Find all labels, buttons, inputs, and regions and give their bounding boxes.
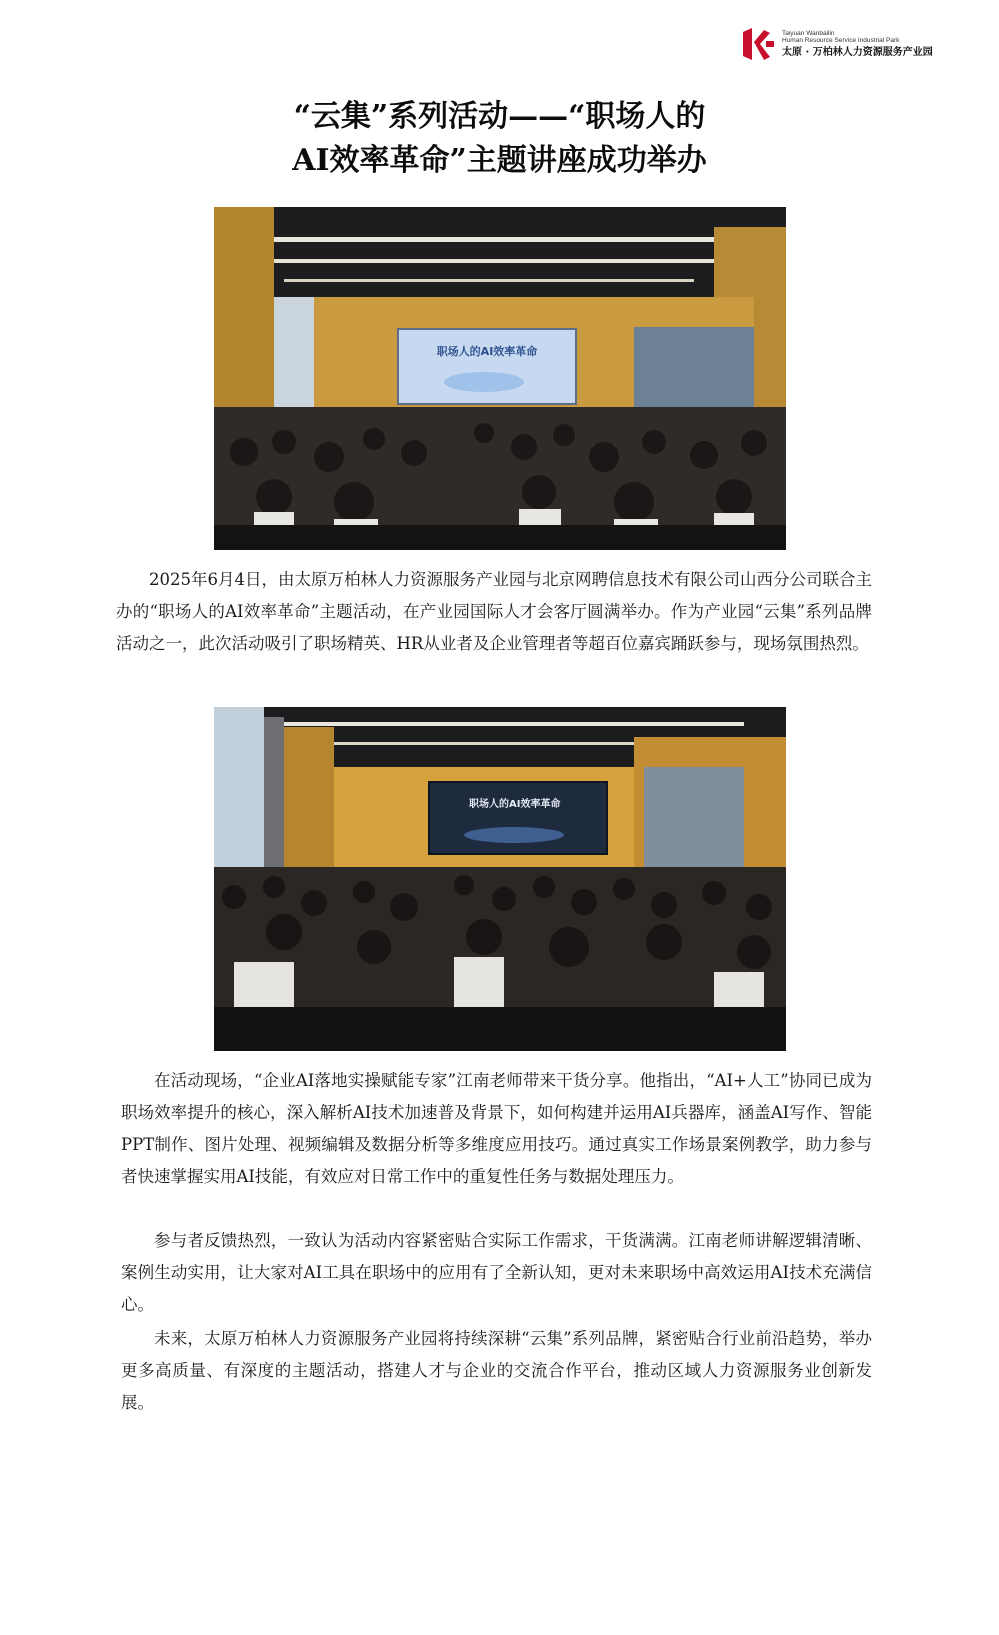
event-photo-2 bbox=[214, 707, 786, 1051]
page-title-line-2: AI效率革命”主题讲座成功举办 bbox=[292, 143, 707, 178]
logo-english-line-1: Taiyuan Wanbailin bbox=[782, 29, 835, 37]
body-paragraph-3: 参与者反馈热烈，一致认为活动内容紧密贴合实际工作需求，干货满满。江南老师讲解逻辑清晰、案例生动实用，让大家对AI工具在职场中的应用有了全新认知，更对未来职场中高效运用AI技术充满信心。 bbox=[121, 1231, 872, 1314]
event-photo-1 bbox=[214, 207, 786, 550]
logo-chinese-name: 太原 · 万柏林人力资源服务产业园 bbox=[782, 46, 933, 58]
lecture-hall-photo-1 bbox=[214, 207, 786, 550]
logo-english-line-2: Human Resource Service Industrial Park bbox=[782, 37, 900, 45]
body-paragraph-4: 未来，太原万柏林人力资源服务产业园将持续深耕“云集”系列品牌，紧密贴合行业前沿趋势，举办更多高质量、有深度的主题活动，搭建人才与企业的交流合作平台，推动区域人力资源服务业创新发展。 bbox=[121, 1329, 872, 1412]
lecture-hall-photo-2 bbox=[214, 707, 786, 1051]
page-title-line-1: “云集”系列活动——“职场人的 bbox=[293, 99, 706, 134]
page-title bbox=[0, 95, 999, 183]
body-paragraph-1: 2025年6月4日，由太原万柏林人力资源服务产业园与北京网聘信息技术有限公司山西分公司联合主办的“职场人的AI效率革命”主题活动，在产业园国际人才会客厅圆满举办。作为产业园“云集”系列品牌活动之一，此次活动吸引了职场精英、HR从业者及企业管理者等超百位嘉宾踊跃参与，现场氛围热烈。 bbox=[116, 570, 872, 653]
projector-screen-title: 职场人的AI效率革命 bbox=[436, 345, 538, 358]
park-logo bbox=[740, 22, 975, 66]
body-paragraph-2: 在活动现场，“企业AI落地实操赋能专家”江南老师带来干货分享。他指出，“AI+人工”协同已成为职场效率提升的核心，深入解析AI技术加速普及背景下，如何构建并运用AI兵器库，涵盖AI写作、智能PPT制作、图片处理、视频编辑及数据分析等多维度应用技巧。通过真实工作场景案例教学，助力参与者快速掌握实用AI技能，有效应对日常工作中的重复性任务与数据处理压力。 bbox=[121, 1071, 872, 1186]
projector-screen-title: 职场人的AI效率革命 bbox=[469, 799, 561, 810]
park-logo-mark-icon bbox=[740, 24, 776, 64]
